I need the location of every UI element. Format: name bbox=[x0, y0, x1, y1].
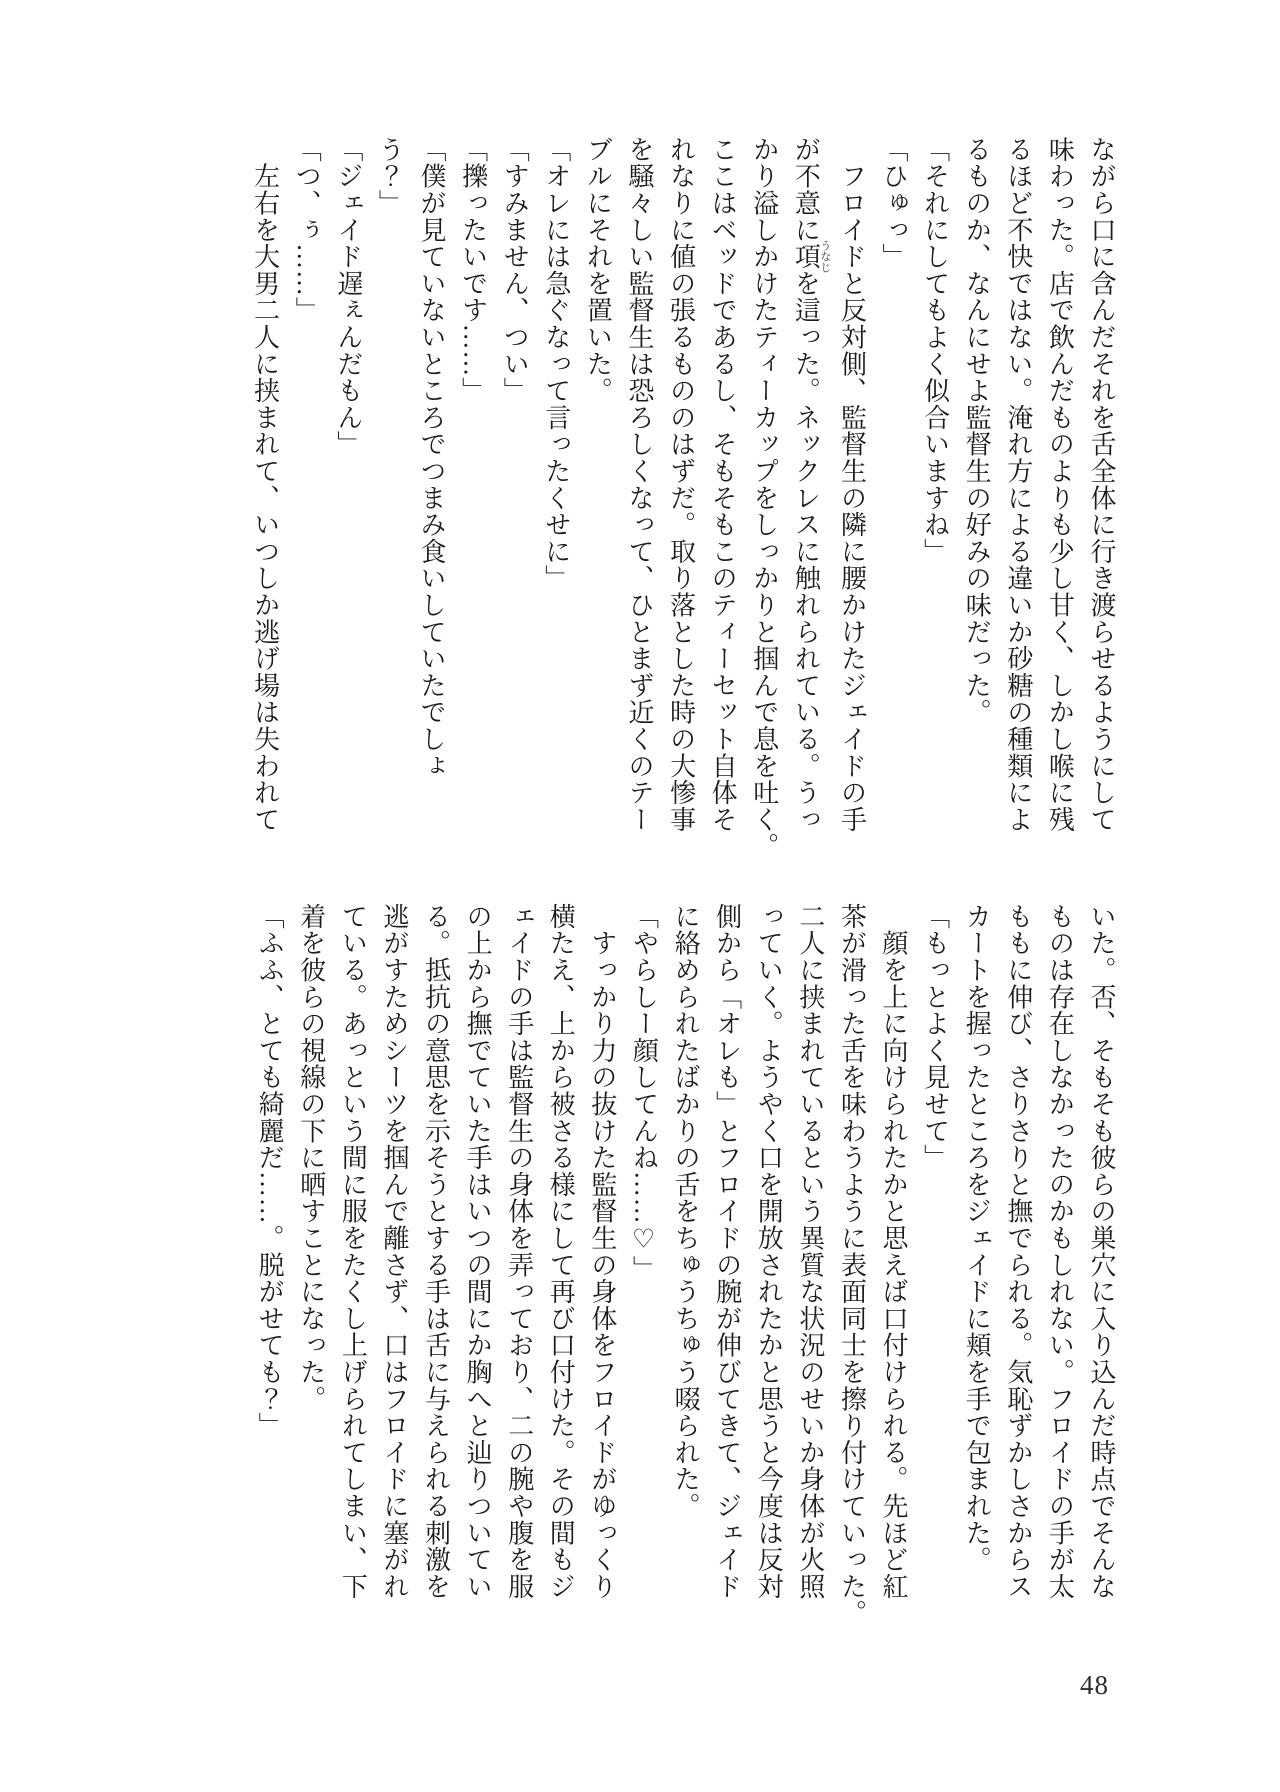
text-line: 「僕が見ていないところでつまみ食いしていたでしょ bbox=[417, 136, 446, 780]
text-line: ここはベッドであるし、そもそもこのティーセット自体そ bbox=[708, 136, 738, 833]
text-line: かり溢しかけたティーカップをしっかりと掴んで息を吐く。 bbox=[749, 136, 779, 860]
text-line: いた。否、そもそも彼らの巣穴に入り込んだ時点でそんな bbox=[1087, 903, 1116, 1600]
text-line: う？」 bbox=[375, 136, 405, 217]
text-line: 「つ、ぅ……」 bbox=[292, 136, 322, 324]
text-line: 「ふふ、とても綺麗だ……。脱がせても？」 bbox=[255, 903, 285, 1439]
text-line: 「やらしー顔してんね……♡」 bbox=[629, 903, 659, 1283]
text-line: 逃がすためシーツを掴んで離さず、口はフロイドに塞がれ bbox=[379, 903, 409, 1600]
text-line: 側から「オレも」とフロイドの腕が伸びてきて、ジェイド bbox=[712, 903, 742, 1600]
text-line: が不意に項うなじを這った。ネックレスに触れられている。うっ bbox=[791, 136, 831, 833]
text-line: 二人に挟まれているという異質な状況のせいか身体が火照 bbox=[795, 903, 825, 1600]
text-line: るものか、なんにせよ監督生の好みの味だった。 bbox=[962, 136, 992, 726]
text-line: ブルにそれを置いた。 bbox=[583, 136, 613, 404]
text-line: の上から撫でていた手はいつの間にか胸へと辿りついてい bbox=[463, 903, 493, 1600]
text-block-top bbox=[244, 136, 1122, 860]
text-line: すっかり力の抜けた監督生の身体をフロイドがゆっくり bbox=[587, 903, 617, 1600]
text-line: 味わった。店で飲んだものよりも少し甘く、しかし喉に残 bbox=[1045, 136, 1075, 833]
text-line: を騒々しい監督生は恐ろしくなって、ひとまず近くのテー bbox=[624, 136, 654, 833]
text-line: 「擽ったいです……」 bbox=[458, 136, 488, 404]
text-line: 顔を上に向けられたかと思えば口付けられる。先ほど紅 bbox=[879, 903, 909, 1600]
text-line: 「すみません、つい」 bbox=[500, 136, 530, 404]
text-line: 横たえ、上から被さる様にして再び口付けた。その間もジ bbox=[546, 903, 576, 1600]
text-line: 左右を大男二人に挟まれて、いつしか逃げ場は失われて bbox=[250, 136, 280, 833]
text-line: ている。あっという間に服をたくし上げられてしまい、下 bbox=[338, 903, 368, 1600]
text-line: 茶が滑った舌を味わうように表面同士を擦り付けていった。 bbox=[837, 903, 867, 1627]
text-line: れなりに値の張るもののはずだ。取り落とした時の大惨事 bbox=[666, 136, 696, 833]
text-line: 「ひゅっ」 bbox=[879, 136, 909, 270]
text-block-bottom bbox=[249, 903, 1122, 1643]
text-line: に絡められたばかりの舌をちゅうちゅう啜られた。 bbox=[671, 903, 701, 1520]
text-line: フロイドと反対側、監督生の隣に腰かけたジェイドの手 bbox=[837, 136, 867, 833]
text-line: るほど不快ではない。淹れ方による違いか砂糖の種類によ bbox=[1003, 136, 1033, 833]
text-line: ながら口に含んだそれを舌全体に行き渡らせるようにして bbox=[1087, 136, 1116, 833]
text-line: カートを握ったところをジェイドに頬を手で包まれた。 bbox=[962, 903, 992, 1573]
text-line: 「それにしてもよく似合いますね」 bbox=[920, 136, 950, 565]
text-line: ェイドの手は監督生の身体を弄っており、二の腕や腹を服 bbox=[504, 903, 534, 1600]
text-line: ももに伸び、さりさりと撫でられる。気恥ずかしさからス bbox=[1003, 903, 1033, 1600]
text-line: っていく。ようやく口を開放されたかと思うと今度は反対 bbox=[754, 903, 784, 1600]
page-number: 48 bbox=[1080, 1670, 1109, 1700]
text-line: 「もっとよく見せて」 bbox=[920, 903, 950, 1171]
text-line: ものは存在しなかったのかもしれない。フロイドの手が太 bbox=[1045, 903, 1075, 1600]
text-line: 「オレには急ぐなって言ったくせに」 bbox=[541, 136, 571, 592]
text-line: 「ジェイド遅ぇんだもん」 bbox=[333, 136, 363, 458]
text-line: 着を彼らの視線の下に晒すことになった。 bbox=[296, 903, 326, 1413]
text-line: る。抵抗の意思を示そうとする手は舌に与えられる刺激を bbox=[421, 903, 451, 1600]
